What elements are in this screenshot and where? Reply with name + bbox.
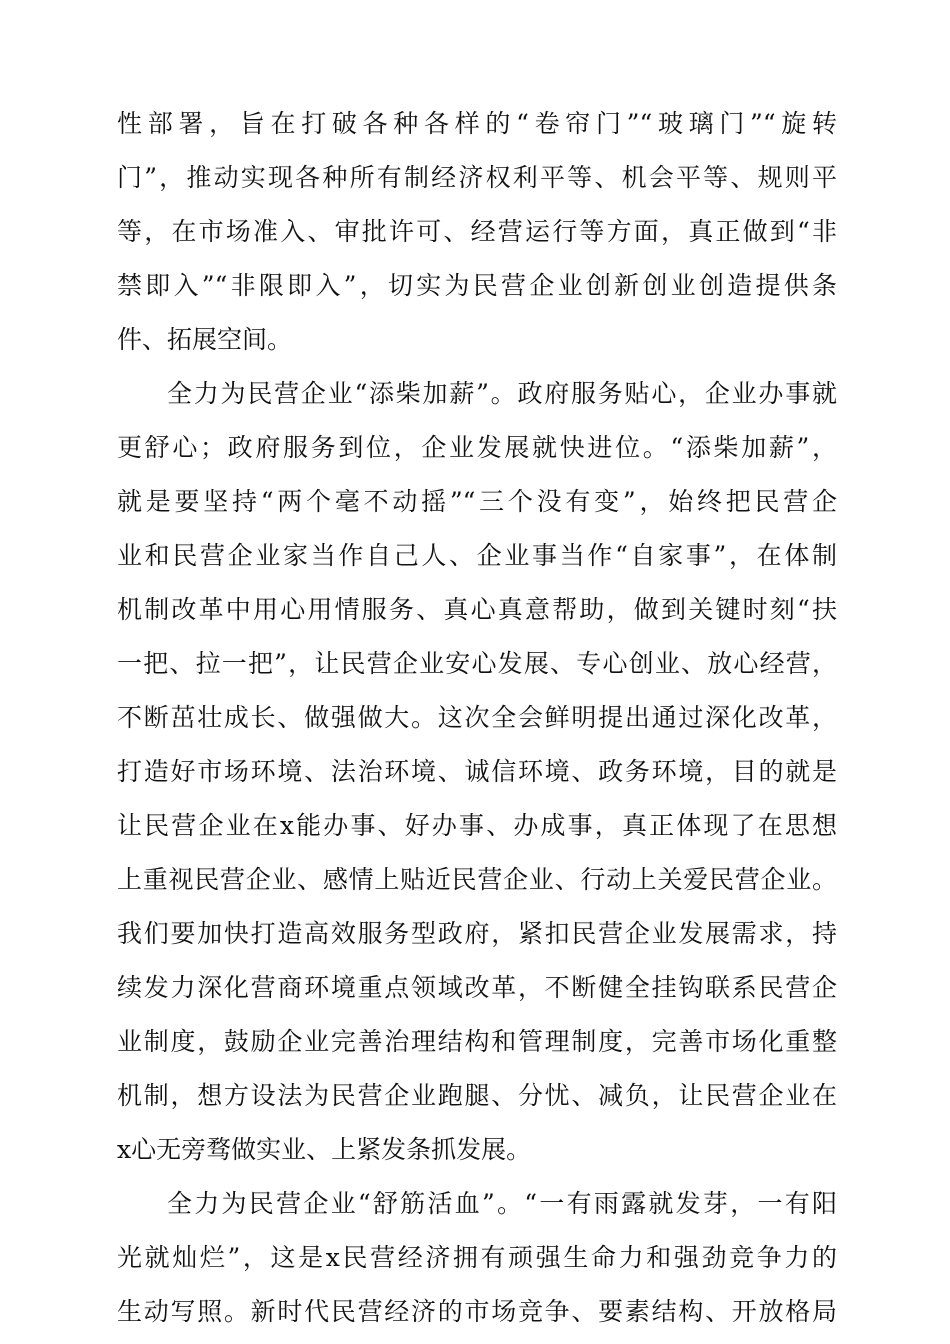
text-line: x心无旁骛做实业、上紧发条抓发展。: [117, 1135, 532, 1164]
text-line: 让民营企业在x能办事、好办事、办成事，真正体现了在思想: [117, 811, 837, 840]
text-line: 打造好市场环境、法治环境、诚信环境、政务环境，目的就是: [117, 757, 837, 786]
text-line: 一把、拉一把”，让民营企业安心发展、专心创业、放心经营，: [117, 649, 837, 678]
text-line: 业制度，鼓励企业完善治理结构和管理制度，完善市场化重整: [117, 1027, 837, 1056]
text-line: 门”，推动实现各种所有制经济权利平等、机会平等、规则平: [117, 163, 837, 192]
paragraph-start-line: 全力为民营企业“添柴加薪”。政府服务贴心，企业办事就: [167, 379, 837, 408]
text-line: 性部署，旨在打破各种各样的“卷帘门”“玻璃门”“旋转: [117, 109, 837, 138]
text-line: 生动写照。新时代民营经济的市场竞争、要素结构、开放格局: [117, 1297, 837, 1326]
text-line: 机制，想方设法为民营企业跑腿、分忧、减负，让民营企业在: [117, 1081, 837, 1110]
text-line: 我们要加快打造高效服务型政府，紧扣民营企业发展需求，持: [117, 919, 837, 948]
text-line: 光就灿烂”，这是x民营经济拥有顽强生命力和强劲竞争力的: [117, 1243, 837, 1272]
text-line: 件、拓展空间。: [117, 325, 293, 354]
paragraph-start-line: 全力为民营企业“舒筋活血”。“一有雨露就发芽，一有阳: [167, 1189, 837, 1218]
text-line: 机制改革中用心用情服务、真心真意帮助，做到关键时刻“扶: [117, 595, 837, 624]
text-line: 不断茁壮成长、做强做大。这次全会鲜明提出通过深化改革，: [117, 703, 837, 732]
text-line: 就是要坚持“两个毫不动摇”“三个没有变”，始终把民营企: [117, 487, 837, 516]
text-line: 禁即入”“非限即入”，切实为民营企业创新创业创造提供条: [117, 271, 837, 300]
text-line: 续发力深化营商环境重点领域改革，不断健全挂钩联系民营企: [117, 973, 837, 1002]
text-line: 上重视民营企业、感情上贴近民营企业、行动上关爱民营企业。: [117, 865, 837, 894]
text-line: 更舒心；政府服务到位，企业发展就快进位。“添柴加薪”，: [117, 433, 837, 462]
text-line: 等，在市场准入、审批许可、经营运行等方面，真正做到“非: [117, 217, 837, 246]
text-line: 业和民营企业家当作自己人、企业事当作“自家事”，在体制: [117, 541, 837, 570]
